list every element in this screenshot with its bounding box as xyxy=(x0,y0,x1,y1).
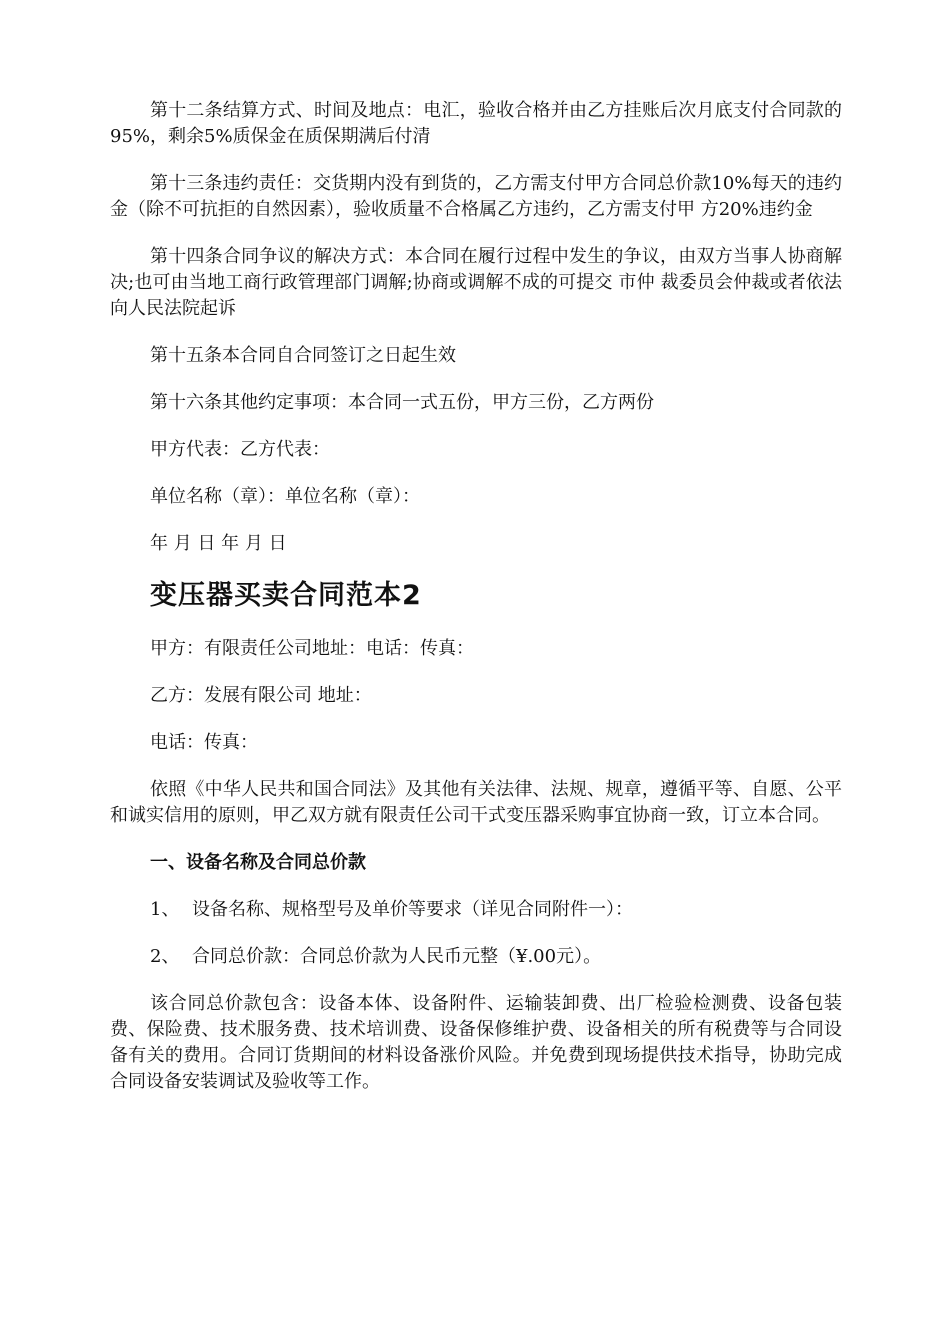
clause-13: 第十三条违约责任：交货期内没有到货的，乙方需支付甲方合同总价款10%每天的违约金（除不可抗拒的自然因素），验收质量不合格属乙方违约，乙方需支付甲 方20%违约金 xyxy=(110,173,842,220)
clause-15: 第十五条本合同自合同签订之日起生效 xyxy=(150,345,456,366)
list-item-number: 1、 xyxy=(150,899,180,920)
clause-12: 第十二条结算方式、时间及地点：电汇，验收合格并由乙方挂账后次月底支付合同款的95%，剩余5%质保金在质保期满后付清 xyxy=(110,100,842,147)
clause-14: 第十四条合同争议的解决方式：本合同在履行过程中发生的争议，由双方当事人协商解决;也可由当地工商行政管理部门调解;协商或调解不成的可提交 市仲 裁委员会仲裁或者依法向人民法院起诉 xyxy=(110,246,842,319)
document-page xyxy=(110,98,842,1116)
section-title: 一、设备名称及合同总价款 xyxy=(150,852,366,873)
contract-heading: 变压器买卖合同范本2 xyxy=(150,580,422,611)
list-item xyxy=(150,897,842,923)
list-item-text: 设备名称、规格型号及单价等要求（详见合同附件一）： xyxy=(192,899,633,920)
list-item-number: 2、 xyxy=(150,946,180,967)
date-line: 年 月 日 年 月 日 xyxy=(150,533,287,554)
company-seal-line: 单位名称（章）：单位名称（章）： xyxy=(150,486,420,507)
party-b-line: 乙方：发展有限公司 地址： xyxy=(150,685,372,706)
representatives-line: 甲方代表：乙方代表： xyxy=(150,439,330,460)
contact-line: 电话：传真： xyxy=(150,732,258,753)
price-note-paragraph: 该合同总价款包含：设备本体、设备附件、运输装卸费、出厂检验检测费、设备包装费、保险费、技术服务费、技术培训费、设备保修维护费、设备相关的所有税费等与合同设备有关的费用。合同订货期间的材料设备涨价风险。并免费到现场提供技术指导，协助完成合同设备安装调试及验收等工作。 xyxy=(110,993,842,1092)
intro-paragraph: 依照《中华人民共和国合同法》及其他有关法律、法规、规章，遵循平等、自愿、公平和诚实信用的原则，甲乙双方就有限责任公司干式变压器采购事宜协商一致，订立本合同。 xyxy=(110,779,842,826)
list-item-text: 合同总价款：合同总价款为人民币元整（¥.00元）。 xyxy=(192,946,602,967)
clause-16: 第十六条其他约定事项：本合同一式五份，甲方三份，乙方两份 xyxy=(150,392,654,413)
list-item xyxy=(150,944,842,970)
party-a-line: 甲方：有限责任公司地址：电话：传真： xyxy=(150,638,474,659)
